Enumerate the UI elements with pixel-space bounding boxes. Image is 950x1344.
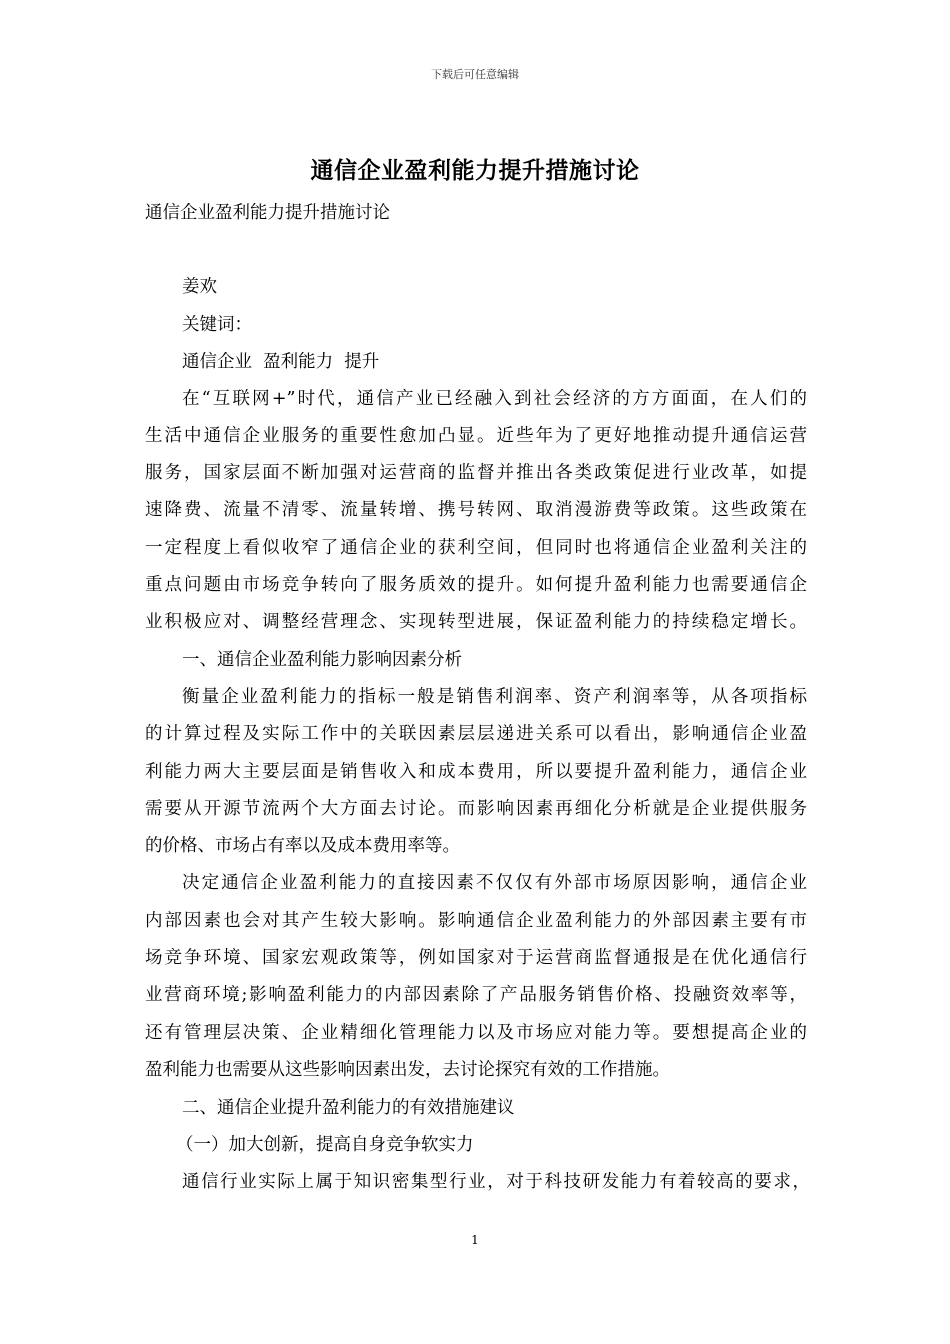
paragraph-line: 盈利能力也需要从这些影响因素出发，去讨论探究有效的工作措施。: [145, 1060, 670, 1080]
keywords-label: 关键词：: [182, 315, 252, 335]
paragraph-line: 场竞争环境、国家宏观政策等，例如国家对于运营商监督通报是在优化通信行: [145, 948, 807, 968]
paragraph-line: 业积极应对、调整经营理念、实现转型进展，保证盈利能力的持续稳定增长。: [145, 612, 807, 632]
author: 姜欢: [182, 277, 217, 297]
paragraph-line: 还有管理层决策、企业精细化管理能力以及市场应对能力等。要想提高企业的: [145, 1023, 807, 1043]
paragraph-line: 决定通信企业盈利能力的直接因素不仅仅有外部市场原因影响，通信企业: [182, 873, 807, 893]
subtitle: 通信企业盈利能力提升措施讨论: [145, 203, 390, 223]
paragraph-line: 在“互联网+”时代，通信产业已经融入到社会经济的方方面面，在人们的: [182, 389, 807, 409]
subsection-heading: （一）加大创新，提高自身竞争软实力: [176, 1135, 474, 1155]
document-title: 通信企业盈利能力提升措施讨论: [310, 157, 640, 184]
paragraph-line: 利能力两大主要层面是销售收入和成本费用，所以要提升盈利能力，通信企业: [145, 762, 807, 782]
page-header: 下载后可任意编辑: [431, 68, 519, 81]
paragraph-line: 生活中通信企业服务的重要性愈加凸显。近些年为了更好地推动提升通信运营: [145, 426, 807, 446]
paragraph-line: 通信行业实际上属于知识密集型行业，对于科技研发能力有着较高的要求，: [182, 1172, 810, 1192]
paragraph-line: 服务，国家层面不断加强对运营商的监督并推出各类政策促进行业改革，如提: [145, 463, 807, 483]
paragraph-line: 的价格、市场占有率以及成本费用率等。: [145, 836, 460, 856]
section-heading: 二、通信企业提升盈利能力的有效措施建议: [182, 1098, 515, 1118]
section-heading: 一、通信企业盈利能力影响因素分析: [182, 650, 462, 670]
paragraph-line: 内部因素也会对其产生较大影响。影响通信企业盈利能力的外部因素主要有市: [145, 911, 807, 931]
paragraph-line: 一定程度上看似收窄了通信企业的获利空间，但同时也将通信企业盈利关注的: [145, 538, 807, 558]
page-number: 1: [471, 1233, 479, 1247]
paragraph-line: 速降费、流量不清零、流量转增、携号转网、取消漫游费等政策。这些政策在: [145, 500, 807, 520]
paragraph-line: 衡量企业盈利能力的指标一般是销售利润率、资产利润率等，从各项指标: [182, 687, 807, 707]
paragraph-line: 重点问题由市场竞争转向了服务质效的提升。如何提升盈利能力也需要通信企: [145, 575, 807, 595]
paragraph-line: 需要从开源节流两个大方面去讨论。而影响因素再细化分析就是企业提供服务: [145, 799, 807, 819]
paragraph-line: 业营商环境;影响盈利能力的内部因素除了产品服务销售价格、投融资效率等，: [145, 985, 807, 1005]
paragraph-line: 的计算过程及实际工作中的关联因素层层递进关系可以看出，影响通信企业盈: [145, 724, 807, 744]
keywords: 通信企业 盈利能力 提升: [182, 352, 380, 372]
